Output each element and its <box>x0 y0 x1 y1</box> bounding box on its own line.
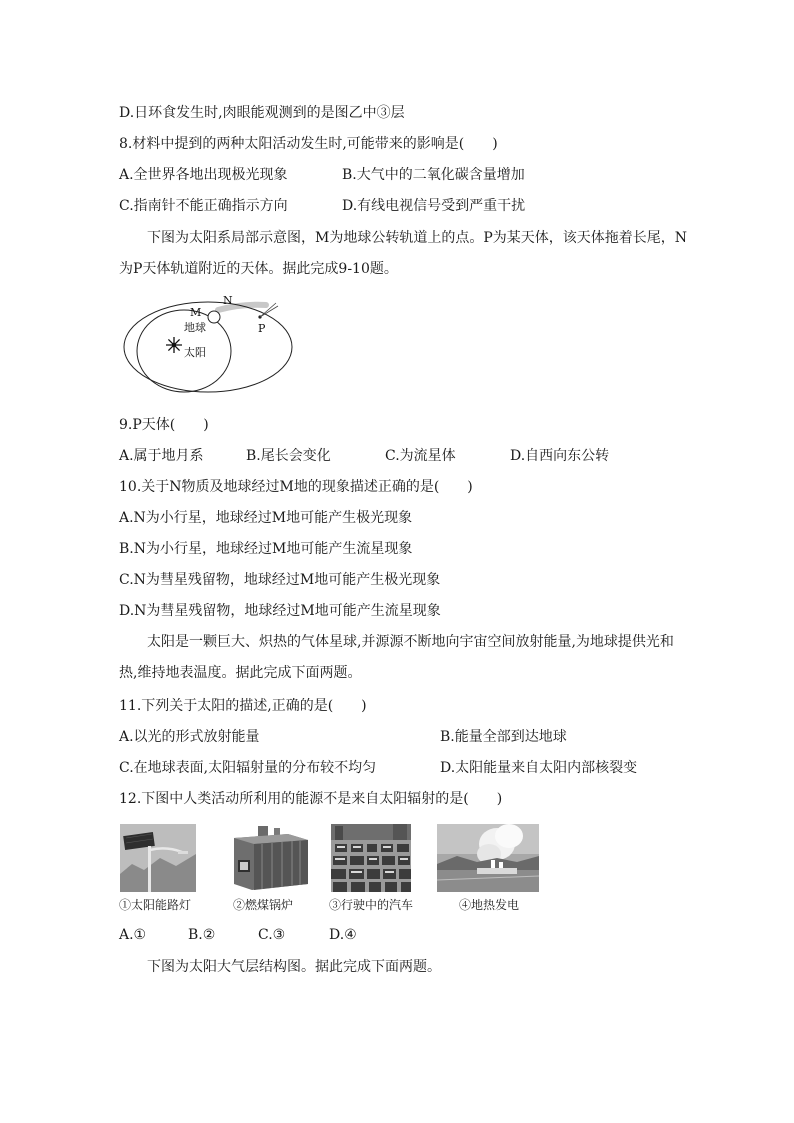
q8-stem: 8.材料中提到的两种太阳活动发生时,可能带来的影响是( ) <box>119 136 498 152</box>
traffic-cars-photo <box>331 824 411 892</box>
diagram-label-m: M <box>190 306 202 319</box>
intro-11-12-line1: 太阳是一颗巨大、炽热的气体星球,并源源不断地向宇宙空间放射能量,为地球提供光和 <box>147 634 674 650</box>
q12-option-c: C.③ <box>258 927 286 943</box>
diagram-label-sun: 太阳 <box>184 346 206 359</box>
q12-option-b: B.② <box>188 927 216 943</box>
q8-option-c: C.指南针不能正确指示方向 <box>119 198 288 214</box>
q12-option-a: A.① <box>119 927 147 943</box>
caption-1: ①太阳能路灯 <box>119 898 192 912</box>
q9-option-d: D.自西向东公转 <box>510 448 610 464</box>
caption-2: ②燃煤锅炉 <box>233 898 294 912</box>
q8-option-d: D.有线电视信号受到严重干扰 <box>342 198 526 214</box>
intro-9-10-line2: 为P天体轨道附近的天体。据此完成9-10题。 <box>119 261 398 277</box>
q12-stem: 12.下图中人类活动所利用的能源不是来自太阳辐射的是( ) <box>119 791 503 807</box>
q10-option-c: C.N为彗星残留物，地球经过M地可能产生极光现象 <box>119 572 441 588</box>
q10-stem: 10.关于N物质及地球经过M地的现象描述正确的是( ) <box>119 479 473 495</box>
q11-option-a: A.以光的形式放射能量 <box>119 729 260 745</box>
q10-option-d: D.N为彗星残留物，地球经过M地可能产生流星现象 <box>119 603 441 619</box>
geothermal-plant-photo <box>437 824 539 892</box>
diagram-label-p: P <box>258 322 266 335</box>
q11-option-b: B.能量全部到达地球 <box>440 729 567 745</box>
q8-option-b: B.大气中的二氧化碳含量增加 <box>342 167 525 183</box>
diagram-label-n: N <box>223 294 233 307</box>
q9-option-b: B.尾长会变化 <box>246 448 331 464</box>
intro-next: 下图为太阳大气层结构图。据此完成下面两题。 <box>147 959 441 975</box>
q10-option-a: A.N为小行星，地球经过M地可能产生极光现象 <box>119 510 413 526</box>
q12-option-d: D.④ <box>329 927 357 943</box>
earth-circle <box>208 311 220 323</box>
q9-option-a: A.属于地月系 <box>119 448 204 464</box>
q11-option-d: D.太阳能量来自太阳内部核裂变 <box>440 760 638 776</box>
q9-option-c: C.为流星体 <box>385 448 456 464</box>
coal-boiler-photo <box>228 824 312 892</box>
q11-option-c: C.在地球表面,太阳辐射量的分布较不均匀 <box>119 760 377 776</box>
intro-11-12-line2: 热,维持地表温度。据此完成下面两题。 <box>119 665 362 681</box>
intro-9-10-line1: 下图为太阳系局部示意图，M为地球公转轨道上的点。P为某天体，该天体拖着长尾，N <box>147 230 688 246</box>
diagram-label-earth: 地球 <box>184 321 206 334</box>
q7-option-d: D.日环食发生时,肉眼能观测到的是图乙中③层 <box>119 105 405 121</box>
solar-system-diagram <box>118 290 303 396</box>
q11-stem: 11.下列关于太阳的描述,正确的是( ) <box>119 698 367 714</box>
solar-street-lamp-photo <box>120 824 196 892</box>
q8-option-a: A.全世界各地出现极光现象 <box>119 167 288 183</box>
q9-stem: 9.P天体( ) <box>119 417 209 433</box>
caption-4: ④地热发电 <box>459 898 520 912</box>
caption-3: ③行驶中的汽车 <box>329 898 414 912</box>
q10-option-b: B.N为小行星，地球经过M地可能产生流星现象 <box>119 541 413 557</box>
sun-icon <box>166 337 182 353</box>
